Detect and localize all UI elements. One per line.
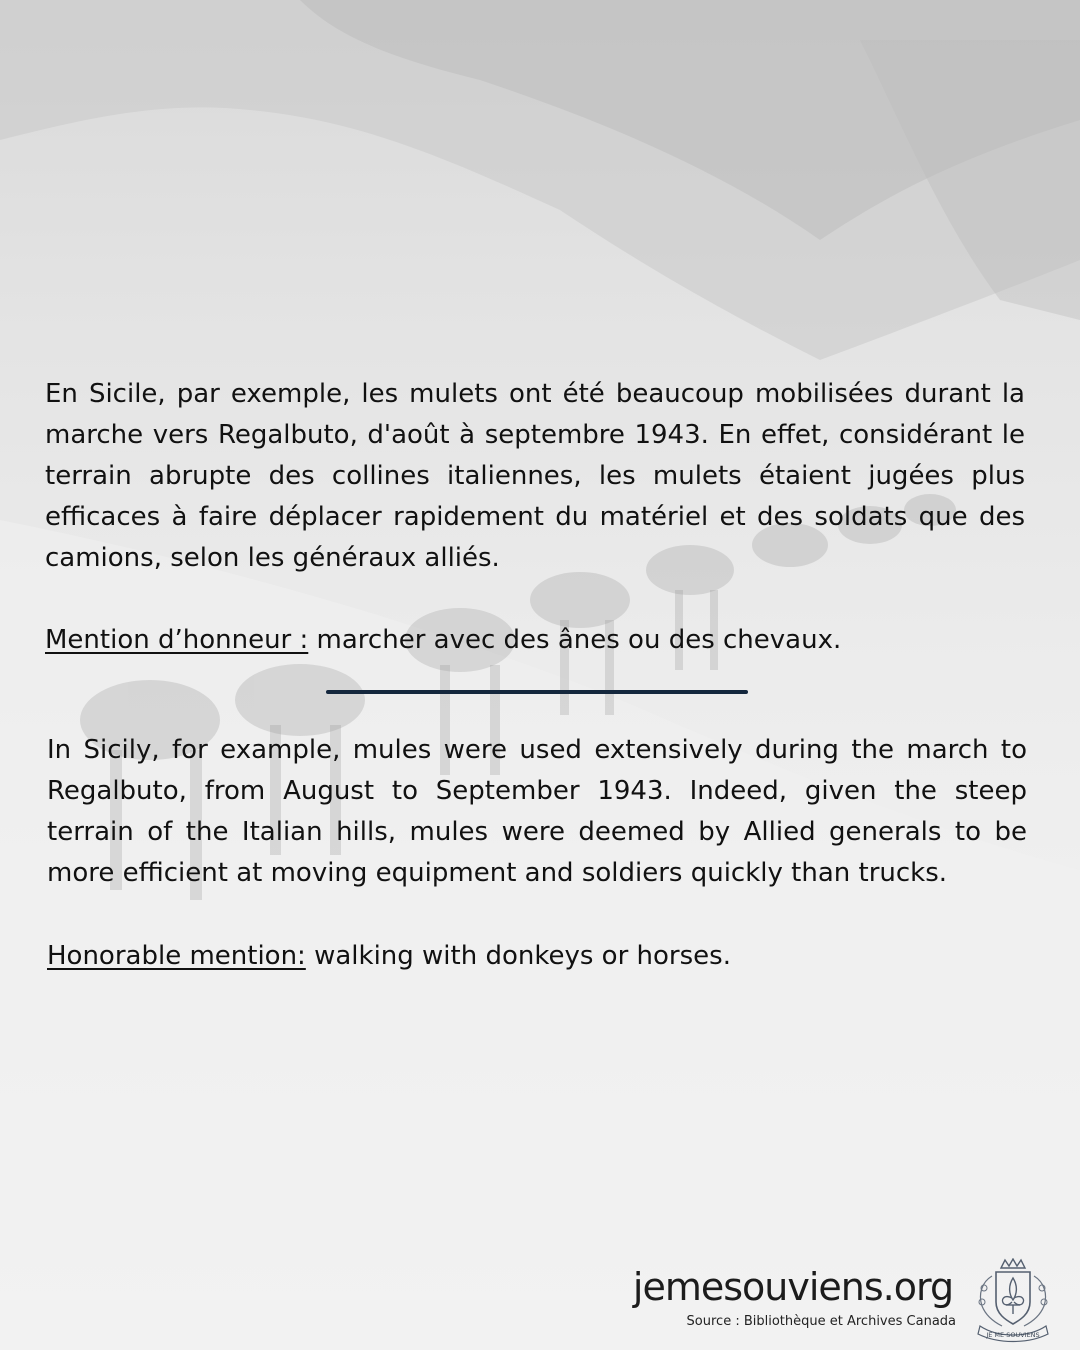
english-mention-text: walking with donkeys or horses. xyxy=(305,941,731,971)
je-me-souviens-crest-icon xyxy=(968,1258,1058,1344)
english-mention-label: Honorable mention: xyxy=(47,941,306,971)
french-paragraph: En Sicile, par exemple, les mulets ont été beaucoup mobilisées durant la marche vers Regalbuto, d'août à septembre 1943. En effet, considérant le terrain abrupte des collines italiennes, les mulets étaient jugées plus efficaces à faire déplacer rapidement du matériel et des soldats que des camions, selon les généraux alliés. xyxy=(45,379,1025,573)
french-mention-label: Mention d’honneur : xyxy=(45,625,309,655)
english-honorable-mention xyxy=(47,936,731,977)
image-source-credit: Source : Bibliothèque et Archives Canada xyxy=(686,1314,956,1329)
crest-svg xyxy=(968,1258,1058,1344)
english-paragraph: In Sicily, for example, mules were used extensively during the march to Regalbuto, from August to September 1943. Indeed, given the steep terrain of the Italian hills, mules were deemed by Allied generals to be more efficient at moving equipment and soldiers quickly than trucks. xyxy=(47,735,1027,888)
section-divider xyxy=(326,690,748,694)
website-url: jemesouviens.org xyxy=(632,1265,954,1309)
french-mention-text: marcher avec des ânes ou des chevaux. xyxy=(308,625,842,655)
crest-motto: JE ME SOUVIENS xyxy=(986,1331,1040,1339)
french-honorable-mention xyxy=(45,620,841,661)
